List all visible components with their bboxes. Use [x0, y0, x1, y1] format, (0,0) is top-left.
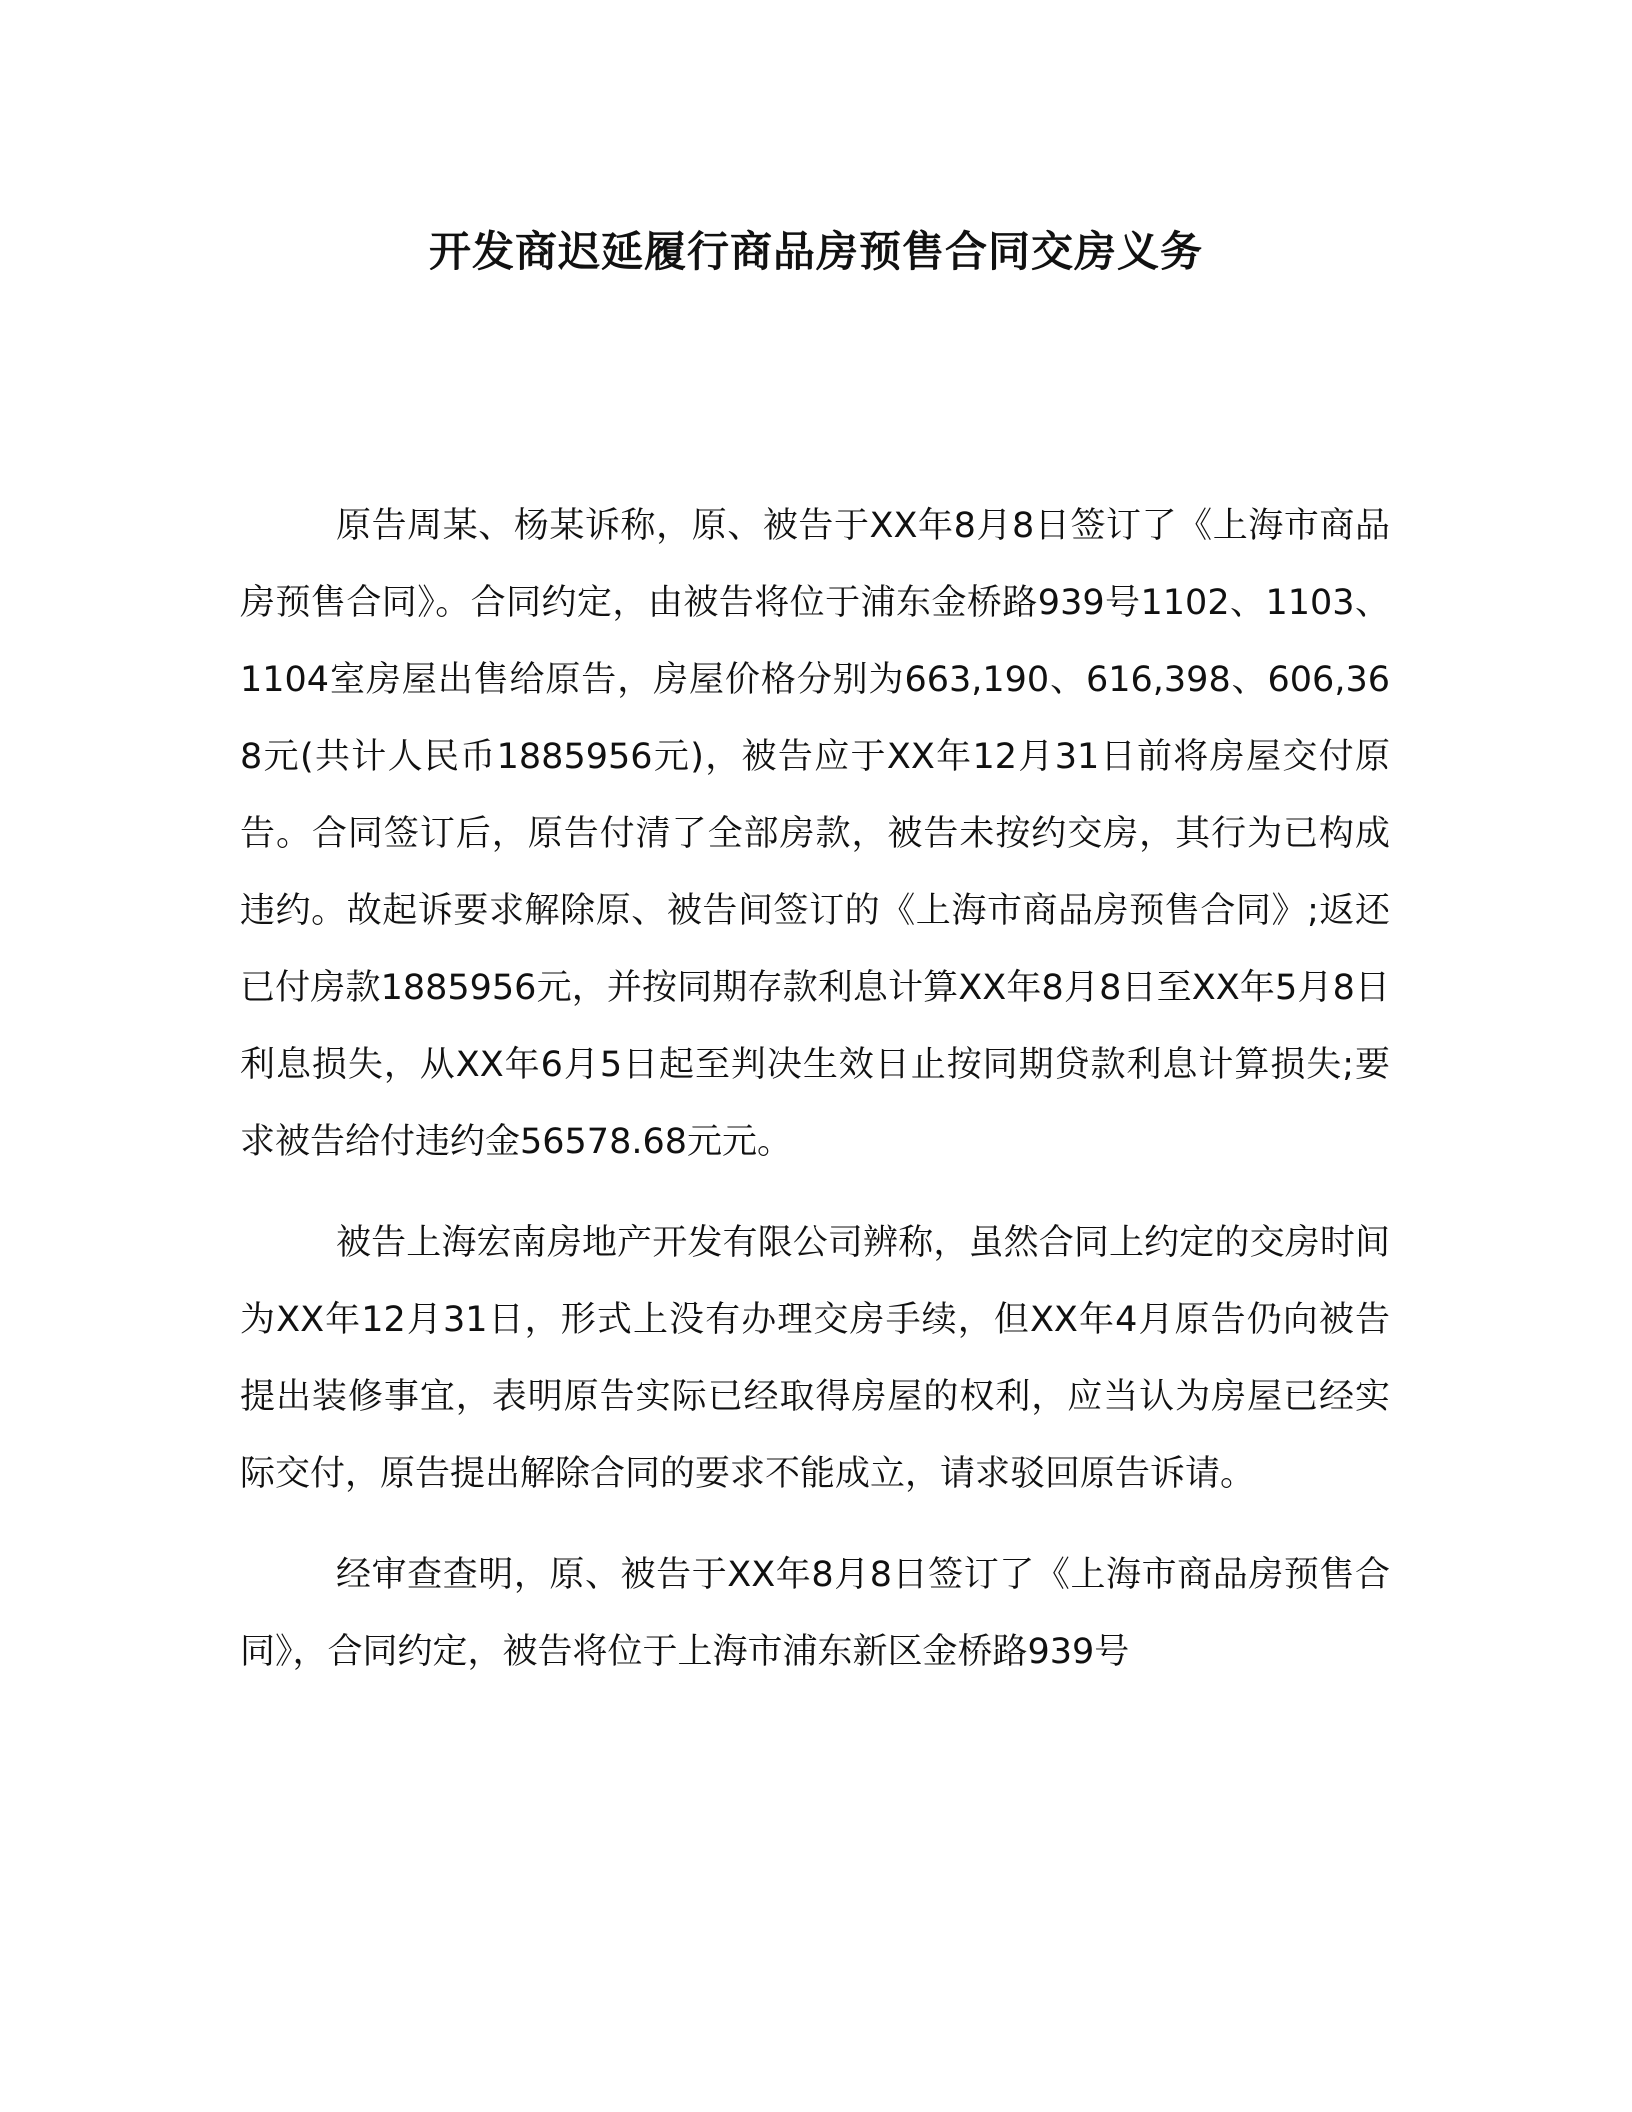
paragraph-plaintiff-claim: 原告周某、杨某诉称，原、被告于XX年8月8日签订了《上海市商品房预售合同》。合同约定，由被告将位于浦东金桥路939号1102、1103、1104室房屋出售给原告，房屋价格分别为663,190、616,398、606,368元(共计人民币1885956元)，被告应于XX年12月31日前将房屋交付原告。合同签订后，原告付清了全部房款，被告未按约交房，其行为已构成违约。故起诉要求解除原、被告间签订的《上海市商品房预售合同》;返还已付房款1885956元，并按同期存款利息计算XX年8月8日至XX年5月8日利息损失，从XX年6月5日起至判决生效日止按同期贷款利息计算损失;要求被告给付违约金56578.68元元。: [240, 506, 1390, 1162]
paragraph-defendant-defense: 被告上海宏南房地产开发有限公司辨称，虽然合同上约定的交房时间为XX年12月31日，形式上没有办理交房手续，但XX年4月原告仍向被告提出装修事宜，表明原告实际已经取得房屋的权利，应当认为房屋已经实际交付，原告提出解除合同的要求不能成立，请求驳回原告诉请。: [240, 1223, 1390, 1494]
document-title: 开发商迟延履行商品房预售合同交房义务: [428, 227, 1203, 276]
paragraph-court-findings: 经审查查明，原、被告于XX年8月8日签订了《上海市商品房预售合同》，合同约定，被告将位于上海市浦东新区金桥路939号: [240, 1555, 1390, 1672]
document-body: [240, 488, 1390, 1715]
